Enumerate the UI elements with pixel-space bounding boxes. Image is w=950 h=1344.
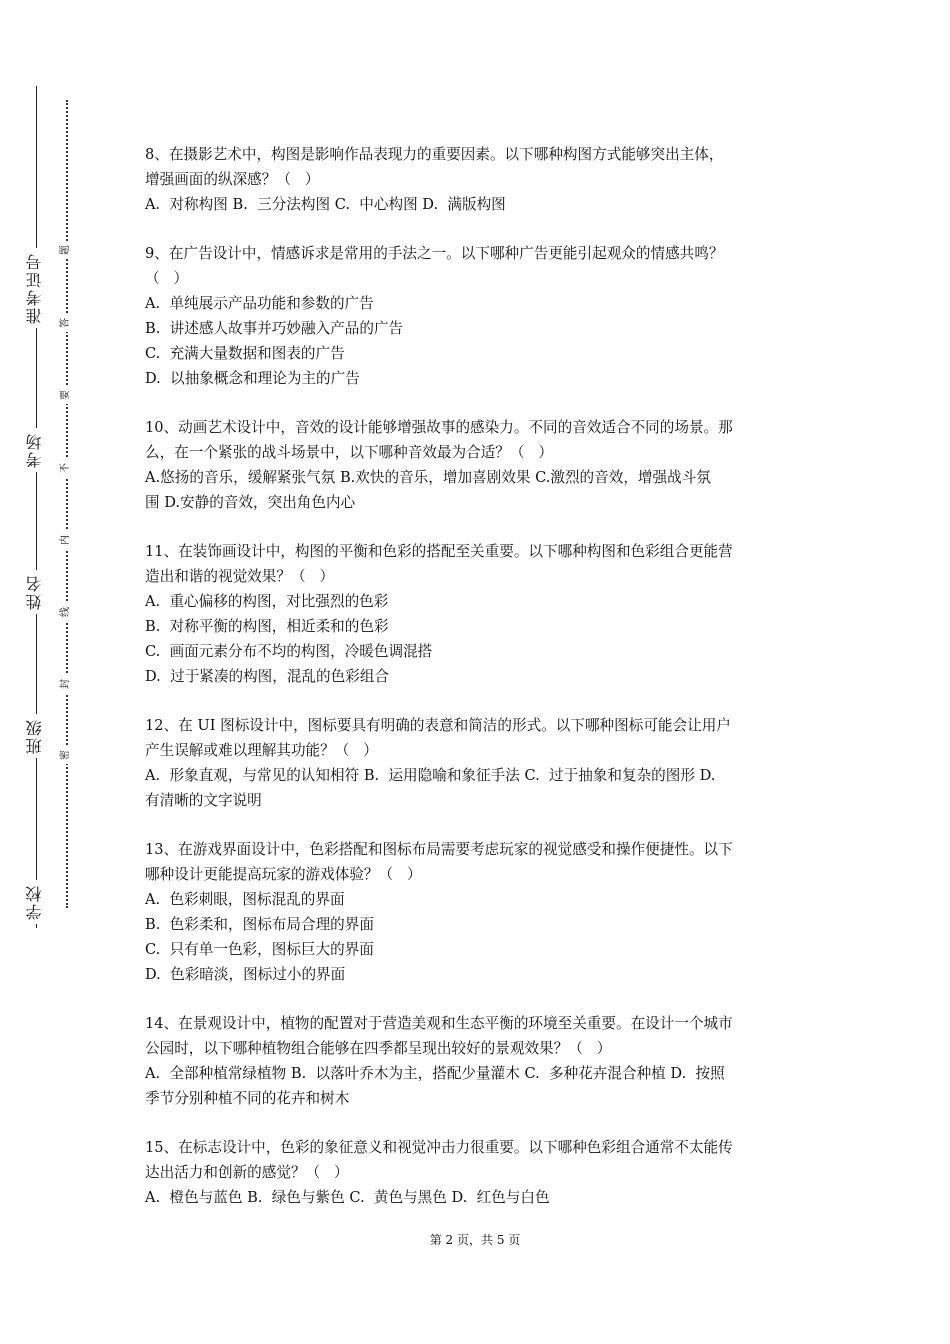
seal-char-xian: 线: [58, 603, 74, 621]
question-stem-line: 增强画面的纵深感？（ ）: [145, 171, 320, 188]
question-option-line: 季节分别种植不同的花卉和树木: [145, 1090, 350, 1107]
question-option-line: A. 单纯展示产品功能和参数的广告: [145, 295, 374, 312]
question-option-line: C. 充满大量数据和图表的广告: [145, 345, 345, 362]
question-11: [145, 539, 809, 689]
binding-solid-line: [36, 86, 37, 928]
question-stem-line: 哪种设计更能提高玩家的游戏体验？（ ）: [145, 866, 422, 883]
page-number-footer: 第 2 页，共 5 页: [429, 1233, 521, 1247]
question-stem-line: 公园时，以下哪种植物组合能够在四季都呈现出较好的景观效果？（ ）: [145, 1040, 612, 1057]
question-option-line: A. 重心偏移的构图，对比强烈的色彩: [145, 593, 389, 610]
question-option-line: D. 色彩暗淡，图标过小的界面: [145, 966, 346, 983]
question-option-line: A. 橙色与蓝色 B. 绿色与紫色 C. 黄色与黑色 D. 红色与白色: [145, 1189, 550, 1206]
question-option-line: B. 对称平衡的构图，相近柔和的色彩: [145, 618, 389, 635]
question-stem-line: 15、在标志设计中，色彩的象征意义和视觉冲击力很重要。以下哪种色彩组合通常不太能传: [145, 1139, 733, 1156]
question-stem-line: 12、在 UI 图标设计中，图标要具有明确的表意和简洁的形式。以下哪种图标可能会让用户: [145, 717, 731, 734]
question-option-line: B. 讲述感人故事并巧妙融入产品的广告: [145, 320, 404, 337]
question-option-line: A. 色彩刺眼，图标混乱的界面: [145, 891, 345, 908]
field-school-label: 学校: [20, 880, 50, 924]
question-15: [145, 1135, 809, 1210]
question-9: [145, 241, 809, 391]
question-12: [145, 713, 809, 813]
question-stem-line: （ ）: [145, 270, 189, 287]
question-option-line: B. 色彩柔和，图标布局合理的界面: [145, 916, 374, 933]
binding-dotted-line: [66, 100, 68, 908]
question-stem-line: 11、在装饰画设计中，构图的平衡和色彩的搭配至关重要。以下哪种构图和色彩组合更能营: [145, 543, 733, 560]
question-option-line: D. 以抽象概念和理论为主的广告: [145, 370, 360, 387]
field-exam-number-label: 准考证号: [20, 248, 50, 328]
seal-char-bu: 不: [58, 459, 74, 477]
question-option-line: A.悠扬的音乐，缓解紧张气氛 B.欢快的音乐，增加喜剧效果 C.激烈的音效，增强战斗氛: [145, 469, 711, 486]
question-stem-line: 13、在游戏界面设计中，色彩搭配和图标布局需要考虑玩家的视觉感受和操作便捷性。以下: [145, 841, 733, 858]
seal-char-ti: 题: [58, 241, 74, 259]
seal-char-nei: 内: [58, 531, 74, 549]
question-10: [145, 415, 809, 515]
seal-char-da: 答: [58, 314, 74, 332]
question-stem-line: 造出和谐的视觉效果？（ ）: [145, 568, 335, 585]
question-stem-line: 14、在景观设计中，植物的配置对于营造美观和生态平衡的环境至关重要。在设计一个城市: [145, 1015, 733, 1032]
field-class-label: 班级: [20, 714, 50, 758]
question-option-line: A. 形象直观，与常见的认知相符 B. 运用隐喻和象征手法 C. 过于抽象和复杂的图形 D.: [145, 767, 716, 784]
question-stem-line: 达出活力和创新的感觉？（ ）: [145, 1164, 349, 1181]
question-option-line: C. 画面元素分布不均的构图，冷暖色调混搭: [145, 643, 433, 660]
question-8: [145, 142, 809, 217]
seal-char-feng: 封: [58, 675, 74, 693]
question-list: [145, 142, 809, 1234]
question-13: [145, 837, 809, 987]
seal-char-mi: 密: [58, 746, 74, 764]
question-option-line: 有清晰的文字说明: [145, 792, 262, 809]
question-stem-line: 8、在摄影艺术中，构图是影响作品表现力的重要因素。以下哪种构图方式能够突出主体，: [145, 146, 724, 163]
question-option-line: D. 过于紧凑的构图，混乱的色彩组合: [145, 668, 390, 685]
question-stem-line: 10、动画艺术设计中，音效的设计能够增强故事的感染力。不同的音效适合不同的场景。那: [145, 419, 733, 436]
field-name-label: 姓名: [20, 570, 50, 614]
question-stem-line: 么，在一个紧张的战斗场景中，以下哪种音效最为合适？（ ）: [145, 444, 553, 461]
question-option-line: C. 只有单一色彩，图标巨大的界面: [145, 941, 374, 958]
seal-char-yao: 要: [58, 386, 74, 404]
question-option-line: 围 D.安静的音效，突出角色内心: [145, 494, 356, 511]
question-option-line: A. 全部种植常绿植物 B. 以落叶乔木为主，搭配少量灌木 C. 多种花卉混合种植 D. 按照: [145, 1065, 725, 1082]
question-14: [145, 1011, 809, 1111]
field-exam-room-label: 考场: [20, 428, 50, 472]
question-stem-line: 9、在广告设计中，情感诉求是常用的手法之一。以下哪种广告更能引起观众的情感共鸣？: [145, 245, 724, 262]
question-stem-line: 产生误解或难以理解其功能？（ ）: [145, 742, 378, 759]
question-option-line: A. 对称构图 B. 三分法构图 C. 中心构图 D. 满版构图: [145, 196, 506, 213]
